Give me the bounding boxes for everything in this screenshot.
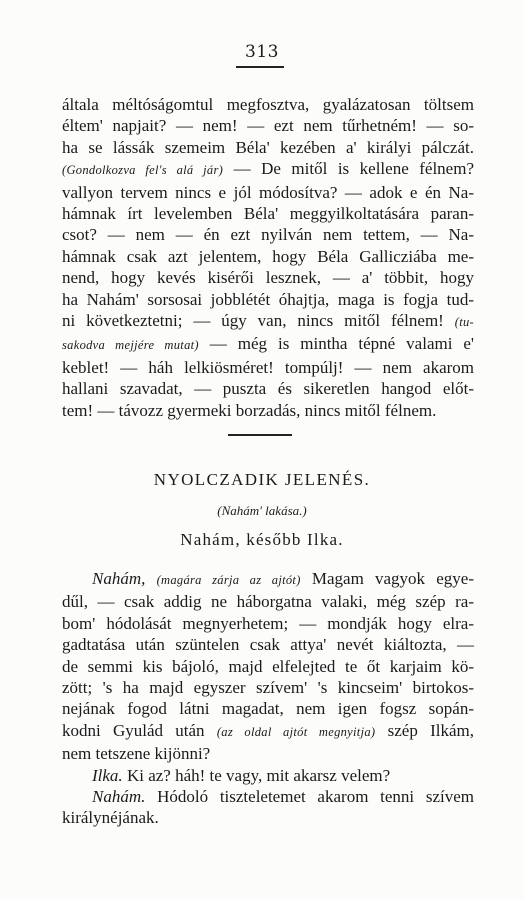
scene-divider — [228, 434, 292, 436]
text-line: csot? — nem — én ezt nyilván nem tettem, — Na- — [62, 225, 474, 245]
text-line: hallani szavadat, — puszta és sikeretlen hangod előt- — [62, 379, 474, 399]
text-line: gadtatása után szüntelen csak attya' nevét kiáltozta, — — [62, 635, 474, 655]
stage-direction: (magára zárja az ajtót) — [156, 573, 301, 587]
text-line: hámnak írt levelemben Béla' meggyilkoltatására paran- — [62, 204, 474, 224]
text-line-with-stage-direction: Nahám, (magára zárja az ajtót) Magam vagyok egye- — [92, 569, 475, 588]
scene-heading: NYOLCZADIK JELENÉS. — [153, 470, 371, 489]
stage-direction: (Gondolkozva fel's alá jár) — [62, 163, 224, 178]
text-line: nejának fogod látni magadat, nem igen fogsz sopán- — [62, 699, 474, 719]
text-line: de semmi kis bájoló, majd elfelejted te őt karjaim kö- — [62, 656, 474, 676]
stage-direction: (tu- — [454, 315, 474, 330]
text-line: dűl, — csak addig ne háborgatna valaki, még szép ra- — [62, 592, 474, 612]
dialogue-block — [62, 568, 474, 829]
speaker-name: Nahám, — [92, 569, 146, 588]
text-line: ha Nahám' sorsosai jobblétét óhajtja, maga is fogja tud- — [62, 289, 474, 309]
text-line: általa méltóságomtul megfosztva, gyalázatosan töltsem — [62, 95, 474, 114]
stage-direction: sakodva mejjére mutat) — [62, 338, 199, 353]
text-line-with-stage-direction: (Gondolkozva fel's alá jár) — De mitől is kellene félnem? — [62, 159, 474, 179]
text-line: ha se lássák szemeim Béla' kezében a' királyi pálczát. — [62, 137, 474, 157]
speaker-name: Nahám. — [92, 787, 146, 807]
text-line-with-stage-direction: kodni Gyulád után (az oldal ajtót megnyitja) szép Ilkám, — [62, 720, 474, 740]
page-number-rule — [236, 66, 284, 68]
text-line: nem tetszene kijönni? — [62, 744, 211, 764]
text-line: nend, hogy kevés kisérői lesznek, — a' többit, hogy — [62, 268, 474, 288]
text-line: királynéjának. — [62, 808, 159, 828]
stage-direction: (az oldal ajtót megnyitja) — [216, 724, 376, 739]
text-line: zött; 's ha majd egyszer szívem' 's kincseim' birtokos- — [62, 678, 474, 698]
text-line: tem! — távozz gyermeki borzadás, nincs mitől félnem. — [62, 400, 437, 420]
text-line: bom' hódolását megnyerhetem; — mondják hogy elra- — [62, 613, 474, 633]
page-number: 313 — [245, 42, 279, 62]
monologue-block — [62, 94, 474, 421]
text-line: keblet! — háh lelkiösméret! tompúlj! — nem akarom — [62, 357, 474, 377]
text-line: vallyon tervem nincs e jól módosítva? — adok e én Na- — [62, 182, 474, 202]
text-line-with-stage-direction: ni következtetni; — úgy van, nincs mitől félnem! (tu- — [62, 311, 474, 331]
scene-location: (Nahám' lakása.) — [217, 503, 307, 518]
text-line: hámnak csak azt jelentem, hogy Béla Gallicziába me- — [62, 246, 474, 266]
speaker-name: Ilka. — [92, 765, 123, 785]
text-line: éltem' napjait? — nem! — ezt nem tűrhetném! — so- — [62, 116, 474, 136]
text-line-with-stage-direction: sakodva mejjére mutat) — még is mintha tépné valami e' — [62, 334, 474, 354]
dialogue-line: Ilka. Ki az? háh! te vagy, mit akarsz velem? — [92, 765, 391, 785]
scene-characters: Nahám, később Ilka. — [180, 530, 344, 549]
dialogue-line: Nahám. Hódoló tiszteletemet akarom tenni szívem — [92, 787, 474, 807]
